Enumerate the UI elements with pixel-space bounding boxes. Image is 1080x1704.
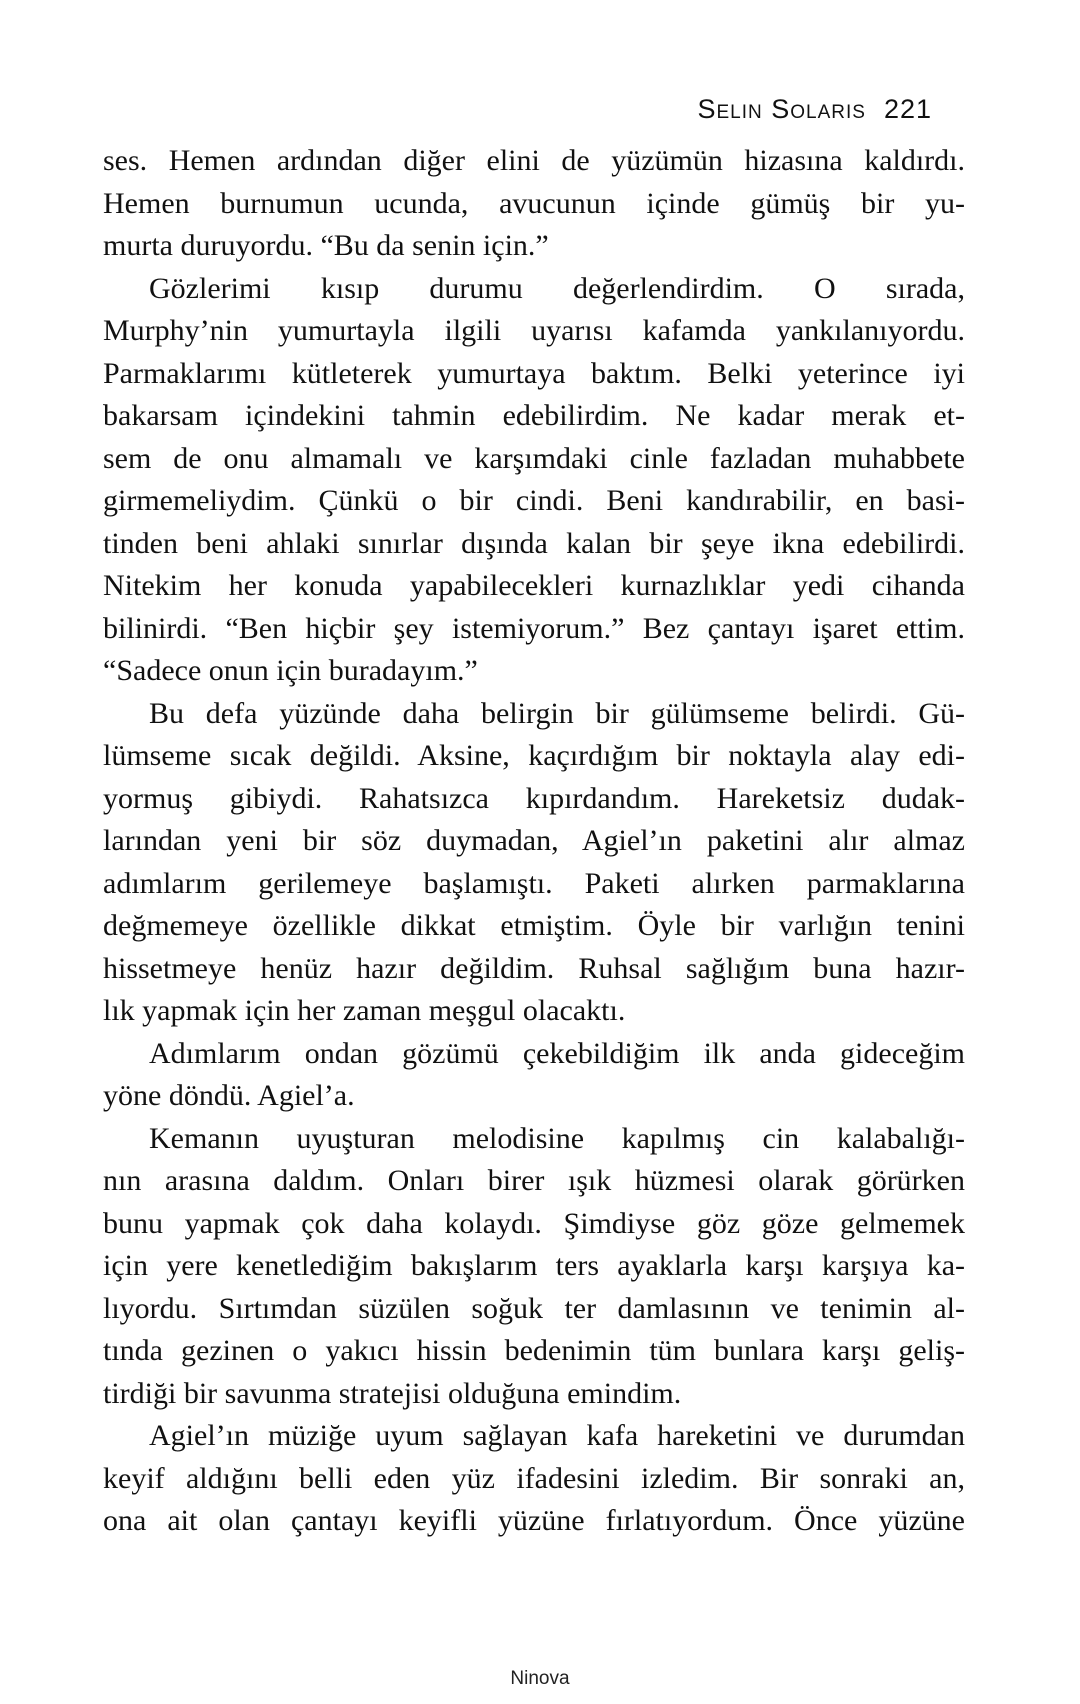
- text-line: adımlarım gerilemeye başlamıştı. Paketi alırken parmaklarına: [103, 866, 965, 900]
- text-line: murta duruyordu. “Bu da senin için.”: [103, 229, 549, 262]
- text-line: larından yeni bir söz duymadan, Agiel’ın paketini alır almaz: [103, 824, 965, 857]
- paragraph: [103, 268, 965, 693]
- text-line: ona ait olan çantayı keyifli yüzüne fırlatıyordum. Önce yüzüne: [103, 1504, 965, 1537]
- text-line: nın arasına daldım. Onları birer ışık hüzmesi olarak görürken: [103, 1164, 965, 1197]
- text-line: Agiel’ın müziğe uyum sağlayan kafa hareketini ve durumdan: [149, 1419, 965, 1452]
- text-line: lıyordu. Sırtımdan süzülen soğuk ter damlasının ve tenimin al-: [103, 1291, 965, 1325]
- text-line: yormuş gibiydi. Rahatsızca kıpırdandım. Hareketsiz dudak-: [103, 781, 965, 815]
- running-header: [697, 94, 932, 125]
- text-line: ses. Hemen ardından diğer elini de yüzümün hizasına kaldırdı.: [103, 144, 965, 177]
- text-line: girmemeliydim. Çünkü o bir cindi. Beni kandırabilir, en basi-: [103, 484, 965, 517]
- text-line: bunu yapmak çok daha kolaydı. Şimdiyse göz göze gelmemek: [103, 1206, 965, 1240]
- text-line: “Sadece onun için buradayım.”: [103, 654, 478, 687]
- paragraph: [103, 140, 965, 268]
- paragraph: [103, 1415, 965, 1543]
- paragraph: [103, 1033, 965, 1118]
- text-line: Kemanın uyuşturan melodisine kapılmış cin kalabalığı-: [149, 1121, 965, 1155]
- paragraph: [103, 1118, 965, 1416]
- text-line: Adımlarım ondan gözümü çekebildiğim ilk anda gideceğim: [149, 1036, 965, 1070]
- text-line: Bu defa yüzünde daha belirgin bir gülümseme belirdi. Gü-: [149, 696, 965, 730]
- text-line: Parmaklarımı kütleterek yumurtaya baktım. Belki yeterince iyi: [103, 356, 965, 390]
- text-line: için yere kenetlediğim bakışlarım ters ayaklarla karşı karşıya ka-: [103, 1249, 965, 1282]
- text-line: Gözlerimi kısıp durumu değerlendirdim. O sırada,: [149, 271, 965, 305]
- body-text: [103, 140, 965, 1543]
- paragraph: [103, 693, 965, 1033]
- text-line: keyif aldığını belli eden yüz ifadesini izledim. Bir sonraki an,: [103, 1461, 965, 1495]
- text-line: tirdiği bir savunma stratejisi olduğuna emindim.: [103, 1376, 682, 1410]
- page-number: 221: [883, 94, 932, 124]
- text-line: yöne döndü. Agiel’a.: [103, 1079, 355, 1112]
- text-line: Hemen burnumun ucunda, avucunun içinde gümüş bir yu-: [103, 186, 965, 220]
- text-line: Nitekim her konuda yapabilecekleri kurnazlıklar yedi cihanda: [103, 569, 965, 602]
- text-line: lümseme sıcak değildi. Aksine, kaçırdığım bir noktayla alay edi-: [103, 739, 965, 772]
- text-line: lık yapmak için her zaman meşgul olacaktı.: [103, 994, 626, 1027]
- running-title: Selin Solaris: [697, 94, 866, 124]
- text-line: Murphy’nin yumurtayla ilgili uyarısı kafamda yankılanıyordu.: [103, 314, 965, 347]
- text-line: tında gezinen o yakıcı hissin bedenimin tüm bunlara karşı geliş-: [103, 1334, 965, 1367]
- text-line: tinden beni ahlaki sınırlar dışında kalan bir şeye ikna edebilirdi.: [103, 526, 965, 560]
- text-line: sem de onu almamalı ve karşımdaki cinle fazladan muhabbete: [103, 441, 965, 475]
- text-line: değmemeye özellikle dikkat etmiştim. Öyle bir varlığın tenini: [103, 909, 965, 942]
- text-line: hissetmeye henüz hazır değildim. Ruhsal sağlığım buna hazır-: [103, 951, 965, 985]
- text-line: bilinirdi. “Ben hiçbir şey istemiyorum.” Bez çantayı işaret ettim.: [103, 611, 965, 645]
- publisher-footer: Ninova: [510, 1668, 570, 1689]
- text-line: bakarsam içindekini tahmin edebilirdim. Ne kadar merak et-: [103, 399, 965, 432]
